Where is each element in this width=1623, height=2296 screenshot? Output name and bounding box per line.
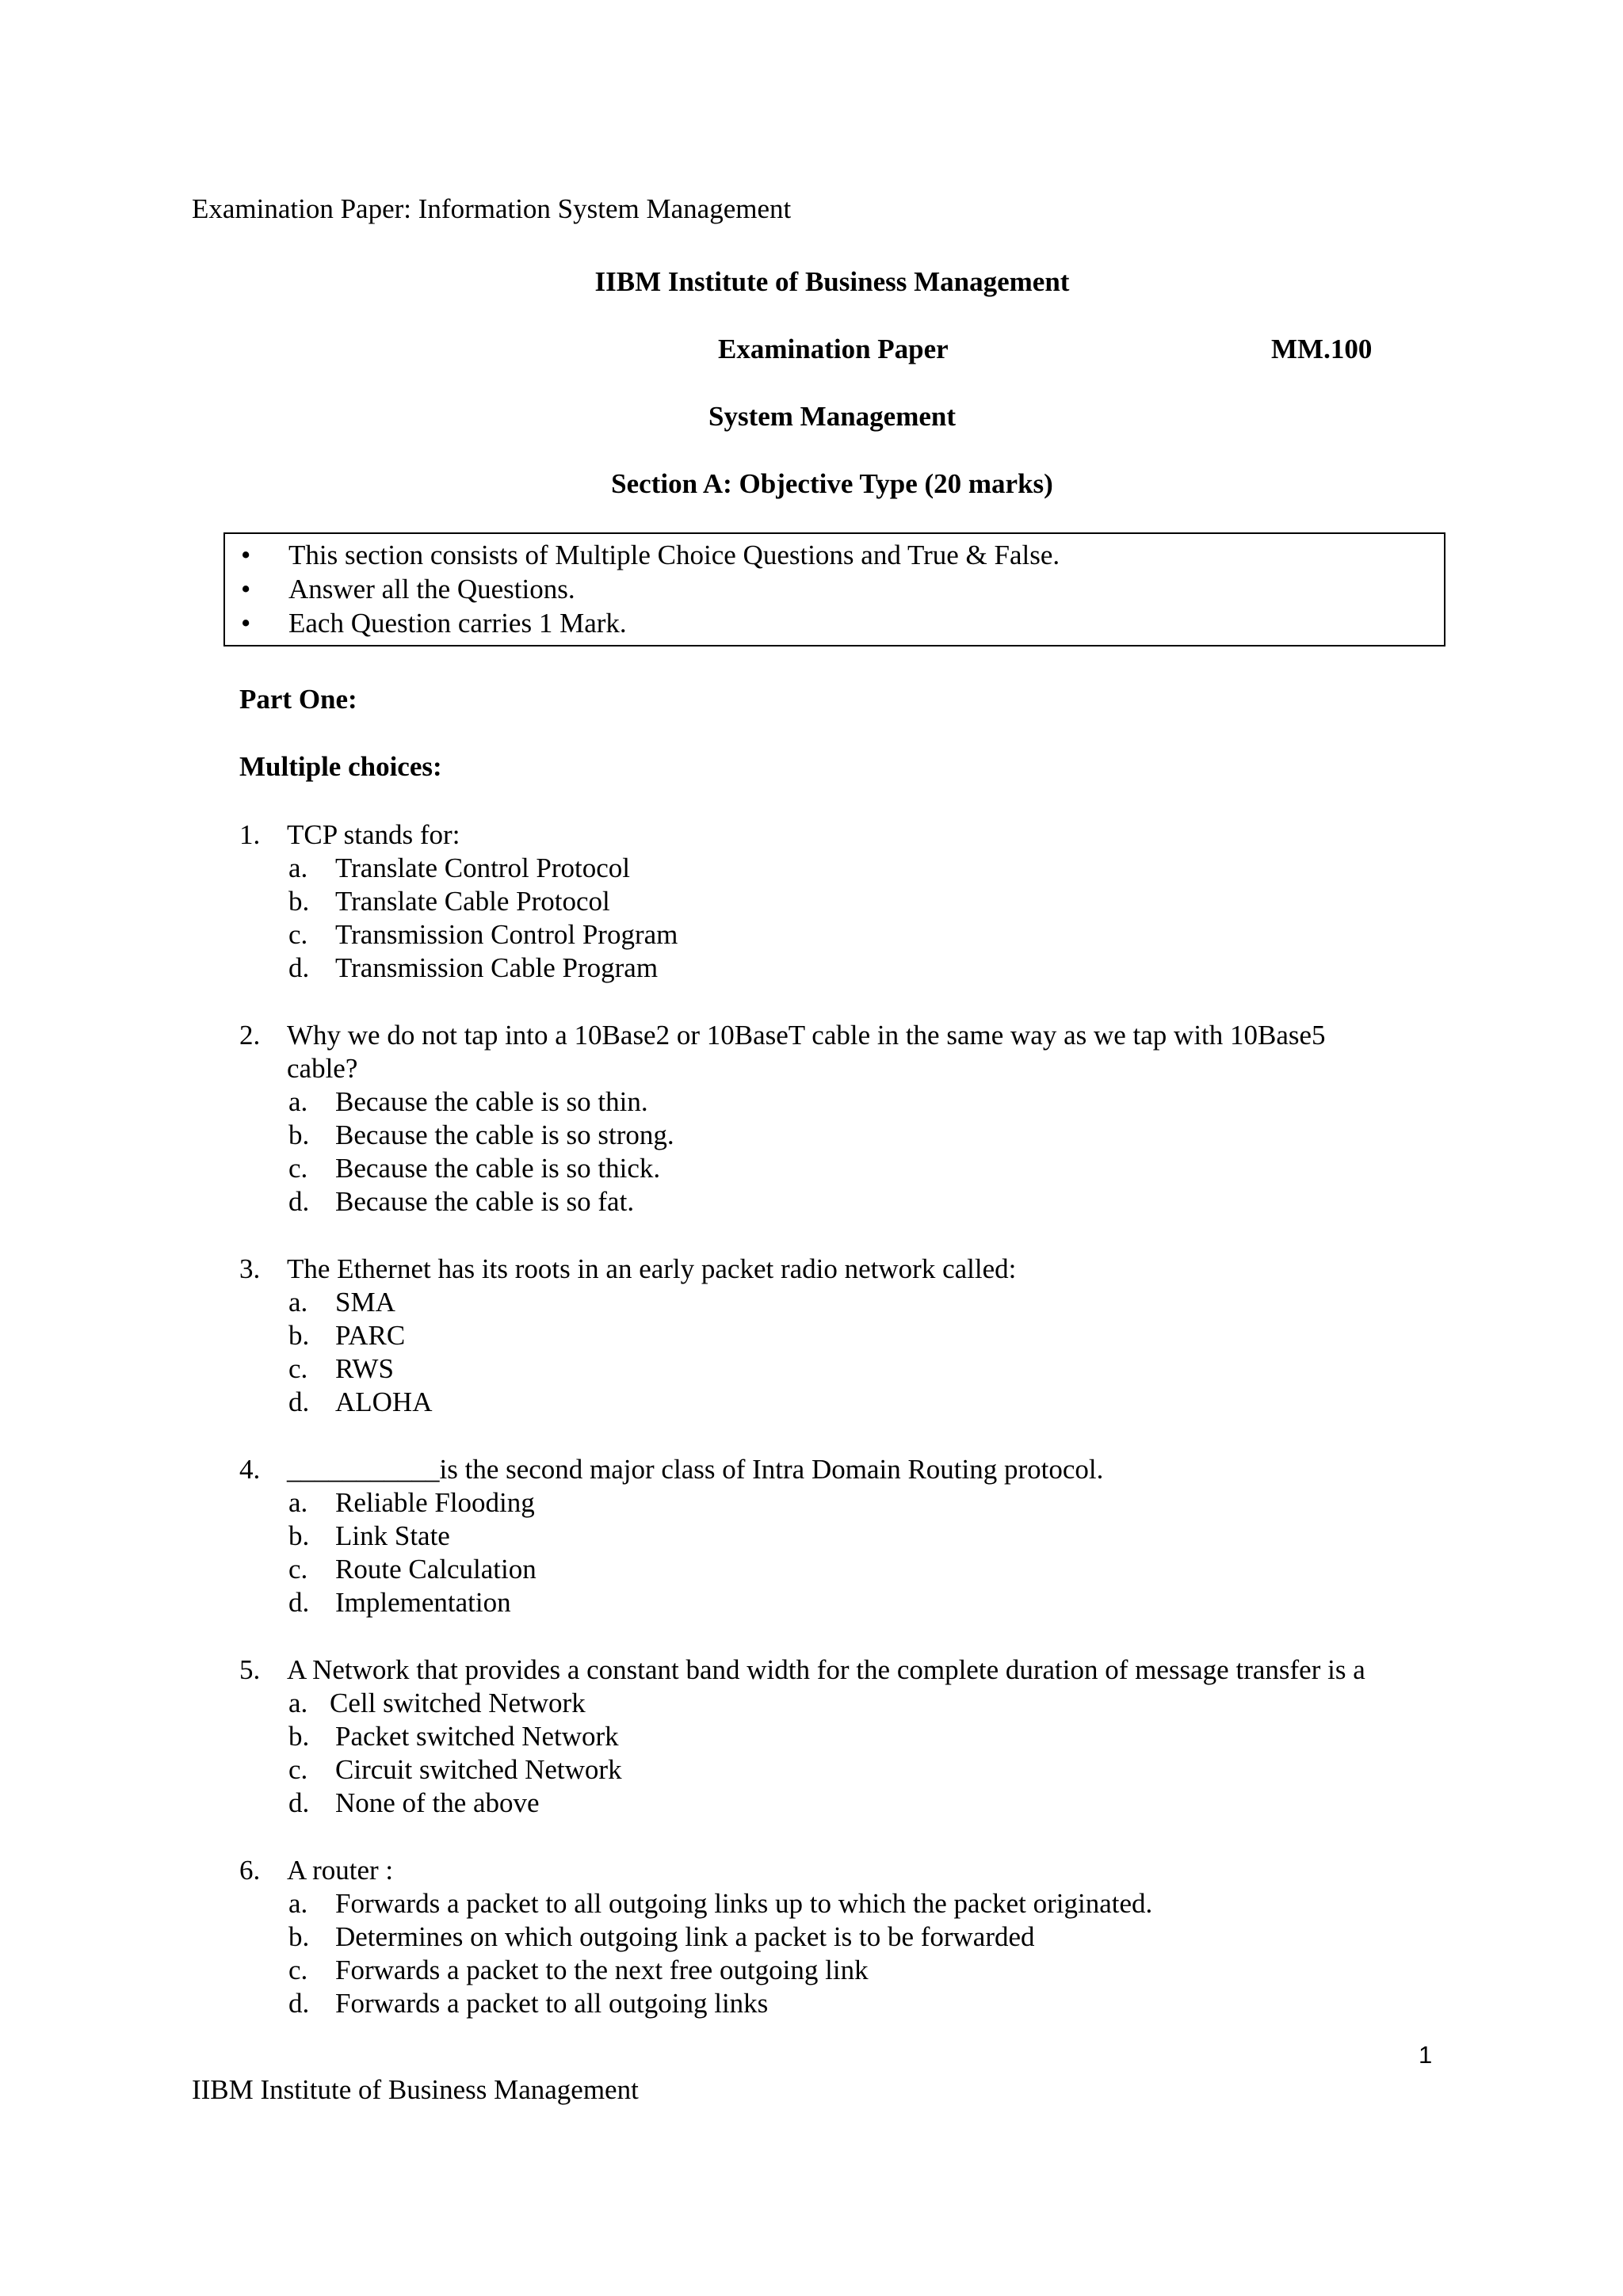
option-text: Reliable Flooding: [335, 1487, 535, 1518]
question-number: 1.: [239, 819, 261, 850]
option-letter: b.: [288, 886, 310, 917]
question-number: 6.: [239, 1855, 261, 1886]
option-letter: d.: [288, 1587, 310, 1618]
option-text: Determines on which outgoing link a packet is to be forwarded: [335, 1921, 1035, 1952]
option-text: Translate Control Protocol: [335, 852, 631, 883]
option-letter: d.: [288, 1386, 310, 1417]
option-letter: c.: [288, 1153, 308, 1184]
option-letter: d.: [288, 1988, 310, 2019]
option-text: Circuit switched Network: [335, 1754, 622, 1785]
option-letter: b.: [288, 1119, 310, 1150]
option-text: Because the cable is so fat.: [335, 1186, 635, 1217]
option-letter: a.: [288, 1287, 308, 1318]
option-text: RWS: [335, 1353, 394, 1384]
option-letter: b.: [288, 1520, 310, 1551]
option-text: PARC: [335, 1320, 406, 1351]
question-text: TCP stands for:: [287, 819, 460, 850]
option-text: Because the cable is so thick.: [335, 1153, 661, 1184]
option-letter: a.: [288, 852, 308, 883]
bullet-icon: •: [241, 608, 251, 639]
option-text: Translate Cable Protocol: [335, 886, 610, 917]
question-number: 5.: [239, 1654, 261, 1685]
option-text: Because the cable is so strong.: [335, 1119, 674, 1150]
option-letter: c.: [288, 1955, 308, 1985]
option-letter: d.: [288, 952, 310, 983]
option-letter: a.: [288, 1688, 308, 1718]
paper-code: MM.100: [1271, 334, 1373, 364]
running-footer: IIBM Institute of Business Management: [192, 2074, 639, 2105]
question-text: The Ethernet has its roots in an early packet radio network called:: [287, 1253, 1017, 1284]
option-text: ALOHA: [335, 1386, 433, 1417]
subpart-title: Multiple choices:: [239, 751, 442, 782]
question-number: 3.: [239, 1253, 261, 1284]
bullet-icon: •: [241, 574, 251, 605]
option-letter: c.: [288, 1353, 308, 1384]
option-letter: d.: [288, 1186, 310, 1217]
option-text: Packet switched Network: [335, 1721, 619, 1752]
question-number: 2.: [239, 1020, 261, 1051]
option-text: SMA: [335, 1287, 395, 1318]
question-text: Why we do not tap into a 10Base2 or 10BaseT cable in the same way as we tap with 10Base5: [287, 1020, 1326, 1051]
instruction-text: Each Question carries 1 Mark.: [288, 608, 627, 639]
instruction-text: Answer all the Questions.: [288, 574, 575, 605]
part-title: Part One:: [239, 684, 357, 715]
option-letter: c.: [288, 1554, 308, 1585]
running-header: Examination Paper: Information System Management: [192, 193, 792, 224]
subject-title: System Management: [708, 401, 957, 432]
option-letter: c.: [288, 1754, 308, 1785]
option-text: Implementation: [335, 1587, 511, 1618]
question-text: A router :: [287, 1855, 394, 1886]
option-letter: c.: [288, 919, 308, 950]
option-text: Transmission Cable Program: [335, 952, 659, 983]
bullet-icon: •: [241, 540, 251, 570]
page-number: 1: [1419, 2041, 1433, 2069]
option-text: Transmission Control Program: [335, 919, 678, 950]
option-letter: a.: [288, 1888, 308, 1919]
option-letter: d.: [288, 1787, 310, 1818]
institute-name: IIBM Institute of Business Management: [594, 266, 1070, 297]
option-text: Forwards a packet to all outgoing links up to which the packet originated.: [335, 1888, 1153, 1919]
instructions-box: [223, 532, 1445, 646]
option-text: Cell switched Network: [330, 1688, 586, 1718]
option-text: Forwards a packet to the next free outgoing link: [335, 1955, 869, 1985]
option-letter: b.: [288, 1921, 310, 1952]
instruction-text: This section consists of Multiple Choice Questions and True & False.: [288, 540, 1060, 570]
option-text: None of the above: [335, 1787, 540, 1818]
question-text: ___________is the second major class of Intra Domain Routing protocol.: [287, 1454, 1104, 1485]
option-text: Forwards a packet to all outgoing links: [335, 1988, 769, 2019]
question-text: A Network that provides a constant band width for the complete duration of message transfer is a: [287, 1654, 1365, 1685]
option-letter: a.: [288, 1487, 308, 1518]
option-text: Link State: [335, 1520, 450, 1551]
question-number: 4.: [239, 1454, 261, 1485]
option-letter: b.: [288, 1721, 310, 1752]
section-title: Section A: Objective Type (20 marks): [611, 468, 1053, 499]
option-letter: b.: [288, 1320, 310, 1351]
exam-paper-label: Examination Paper: [718, 334, 949, 364]
option-text: Route Calculation: [335, 1554, 537, 1585]
option-letter: a.: [288, 1086, 308, 1117]
question-text: cable?: [287, 1053, 358, 1084]
option-text: Because the cable is so thin.: [335, 1086, 648, 1117]
